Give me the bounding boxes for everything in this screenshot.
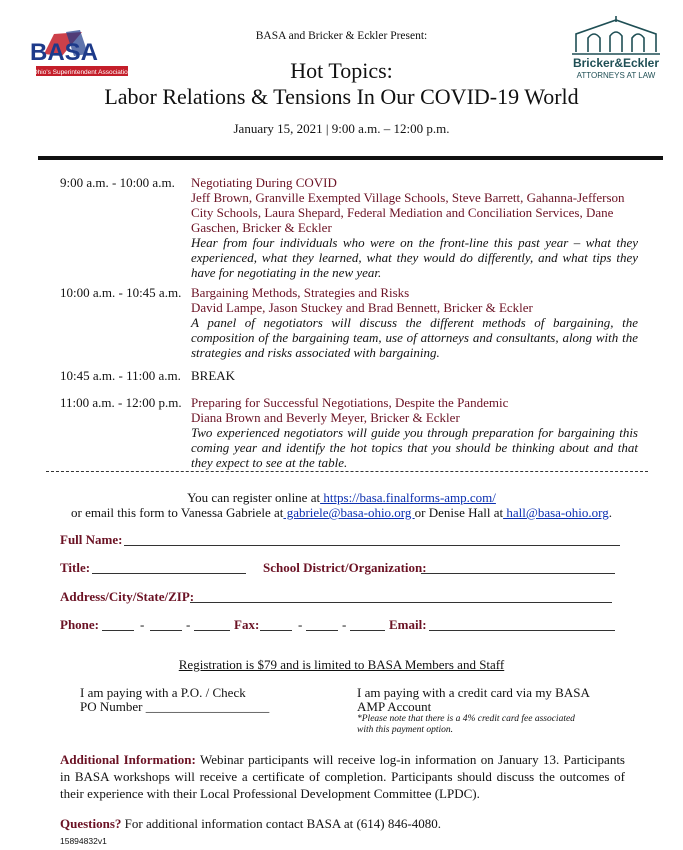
questions-text: For additional information contact BASA at (614) 846-4080. bbox=[121, 816, 441, 831]
agenda-item bbox=[191, 395, 638, 470]
title-field[interactable] bbox=[92, 573, 246, 574]
payment-card-line-2: AMP Account bbox=[357, 699, 432, 714]
agenda-speakers: David Lampe, Jason Stuckey and Brad Bennett, Bricker & Eckler bbox=[191, 300, 533, 315]
header-divider bbox=[38, 156, 663, 160]
fax-label: Fax: bbox=[234, 617, 260, 632]
agenda-description: Hear from four individuals who were on the front-line this past year – what they experienced, what they learned, what they would do differently, and what tips they have for negotiating in the new year. bbox=[191, 235, 638, 280]
cut-line bbox=[46, 471, 648, 472]
basa-tagline: Ohio's Superintendent Association bbox=[32, 69, 132, 76]
agenda-speakers: Jeff Brown, Granville Exempted Village Schools, Steve Barrett, Gahanna-Jefferson City Schools, Laura Shepard, Federal Mediation and Conciliation Services, Dane Gaschen, Bricker & Eckler bbox=[191, 190, 625, 235]
basa-logo-text: BASA bbox=[30, 39, 99, 66]
event-date: January 15, 2021 | 9:00 a.m. – 12:00 p.m. bbox=[233, 121, 450, 136]
bricker-eckler-name: Bricker&Eckler bbox=[572, 56, 660, 70]
agenda-time: 11:00 a.m. - 12:00 p.m. bbox=[60, 395, 182, 410]
agenda-title: Bargaining Methods, Strategies and Risks bbox=[191, 285, 410, 300]
registration-fee-note: Registration is $79 and is limited to BASA Members and Staff bbox=[178, 657, 505, 672]
agenda-title: BREAK bbox=[191, 368, 236, 383]
register-email-line bbox=[0, 505, 683, 521]
additional-info-label: Additional Information: bbox=[60, 752, 196, 767]
presenter-line: BASA and Bricker & Eckler Present: bbox=[255, 30, 428, 42]
full-name-field[interactable] bbox=[124, 545, 620, 546]
fax-dash: - bbox=[342, 617, 347, 632]
fax-field-line[interactable] bbox=[350, 630, 385, 631]
email-link-gabriele[interactable]: gabriele@basa-ohio.org bbox=[283, 505, 415, 520]
agenda-title: Negotiating During COVID bbox=[191, 175, 337, 190]
agenda-item bbox=[191, 175, 638, 280]
fax-field-prefix[interactable] bbox=[306, 630, 338, 631]
fax-dash: - bbox=[298, 617, 303, 632]
page-title: Hot Topics: bbox=[290, 58, 393, 83]
po-number-field[interactable]: PO Number ___________________ bbox=[80, 699, 270, 714]
document-id: 15894832v1 bbox=[60, 836, 107, 846]
address-field[interactable] bbox=[190, 602, 612, 603]
phone-dash: - bbox=[186, 617, 191, 632]
register-email-text: or email this form to Vanessa Gabriele at bbox=[71, 505, 284, 520]
card-fee-note-2: with this payment option. bbox=[357, 725, 454, 735]
register-email-text-b: or Denise Hall at bbox=[414, 505, 504, 520]
register-period: . bbox=[608, 505, 612, 520]
phone-field-area[interactable] bbox=[102, 630, 134, 631]
address-label: Address/City/State/ZIP: bbox=[60, 589, 195, 604]
additional-info-text: Webinar participants will receive log-in information on January 13. Participants in BASA workshops will receive a certificate of completion. Participants should discuss the outcomes of their experience with their Local Professional Development Committee (LPDC). bbox=[60, 752, 625, 801]
questions-label: Questions? bbox=[60, 816, 122, 831]
additional-info bbox=[60, 751, 625, 802]
agenda-title: Preparing for Successful Negotiations, Despite the Pandemic bbox=[191, 395, 509, 410]
card-fee-note: *Please note that there is a 4% credit card fee associated bbox=[357, 714, 575, 724]
payment-po-option bbox=[80, 686, 330, 714]
email-field[interactable] bbox=[429, 630, 615, 631]
school-field[interactable] bbox=[421, 573, 615, 574]
fax-field-area[interactable] bbox=[260, 630, 292, 631]
phone-label: Phone: bbox=[60, 617, 99, 632]
registration-link[interactable]: https://basa.finalforms-amp.com/ bbox=[320, 490, 496, 505]
agenda-description: A panel of negotiators will discuss the different methods of bargaining, the composition of the bargaining team, use of attorneys and consultants, along with the strategies and risks associated with bargaining. bbox=[191, 315, 638, 360]
email-link-hall[interactable]: hall@basa-ohio.org bbox=[503, 505, 609, 520]
agenda-time: 10:00 a.m. - 10:45 a.m. bbox=[60, 285, 182, 300]
questions bbox=[60, 815, 625, 832]
payment-card-line: I am paying with a credit card via my BASA bbox=[357, 685, 590, 700]
phone-dash: - bbox=[140, 617, 145, 632]
register-online-text: You can register online at bbox=[187, 490, 321, 505]
phone-field-prefix[interactable] bbox=[150, 630, 182, 631]
agenda-item bbox=[191, 368, 638, 383]
email-label: Email: bbox=[389, 617, 427, 632]
agenda-description: Two experienced negotiators will guide you through preparation for bargaining this coming year and identify the hot topics that you should be thinking about and that they expect to see at the table. bbox=[191, 425, 638, 470]
school-label: School District/Organization: bbox=[263, 560, 427, 575]
register-online-line bbox=[0, 490, 683, 506]
full-name-label: Full Name: bbox=[60, 532, 123, 547]
page-subtitle: Labor Relations & Tensions In Our COVID-19 World bbox=[104, 84, 579, 109]
title-label: Title: bbox=[60, 560, 91, 575]
agenda-item bbox=[191, 285, 638, 360]
payment-po-line: I am paying with a P.O. / Check bbox=[80, 685, 246, 700]
agenda-time: 10:45 a.m. - 11:00 a.m. bbox=[60, 368, 181, 383]
agenda-time: 9:00 a.m. - 10:00 a.m. bbox=[60, 175, 175, 190]
phone-field-line[interactable] bbox=[194, 630, 230, 631]
agenda-speakers: Diana Brown and Beverly Meyer, Bricker & Eckler bbox=[191, 410, 460, 425]
bricker-eckler-tagline: ATTORNEYS AT LAW bbox=[576, 71, 656, 80]
payment-card-option bbox=[357, 686, 657, 736]
